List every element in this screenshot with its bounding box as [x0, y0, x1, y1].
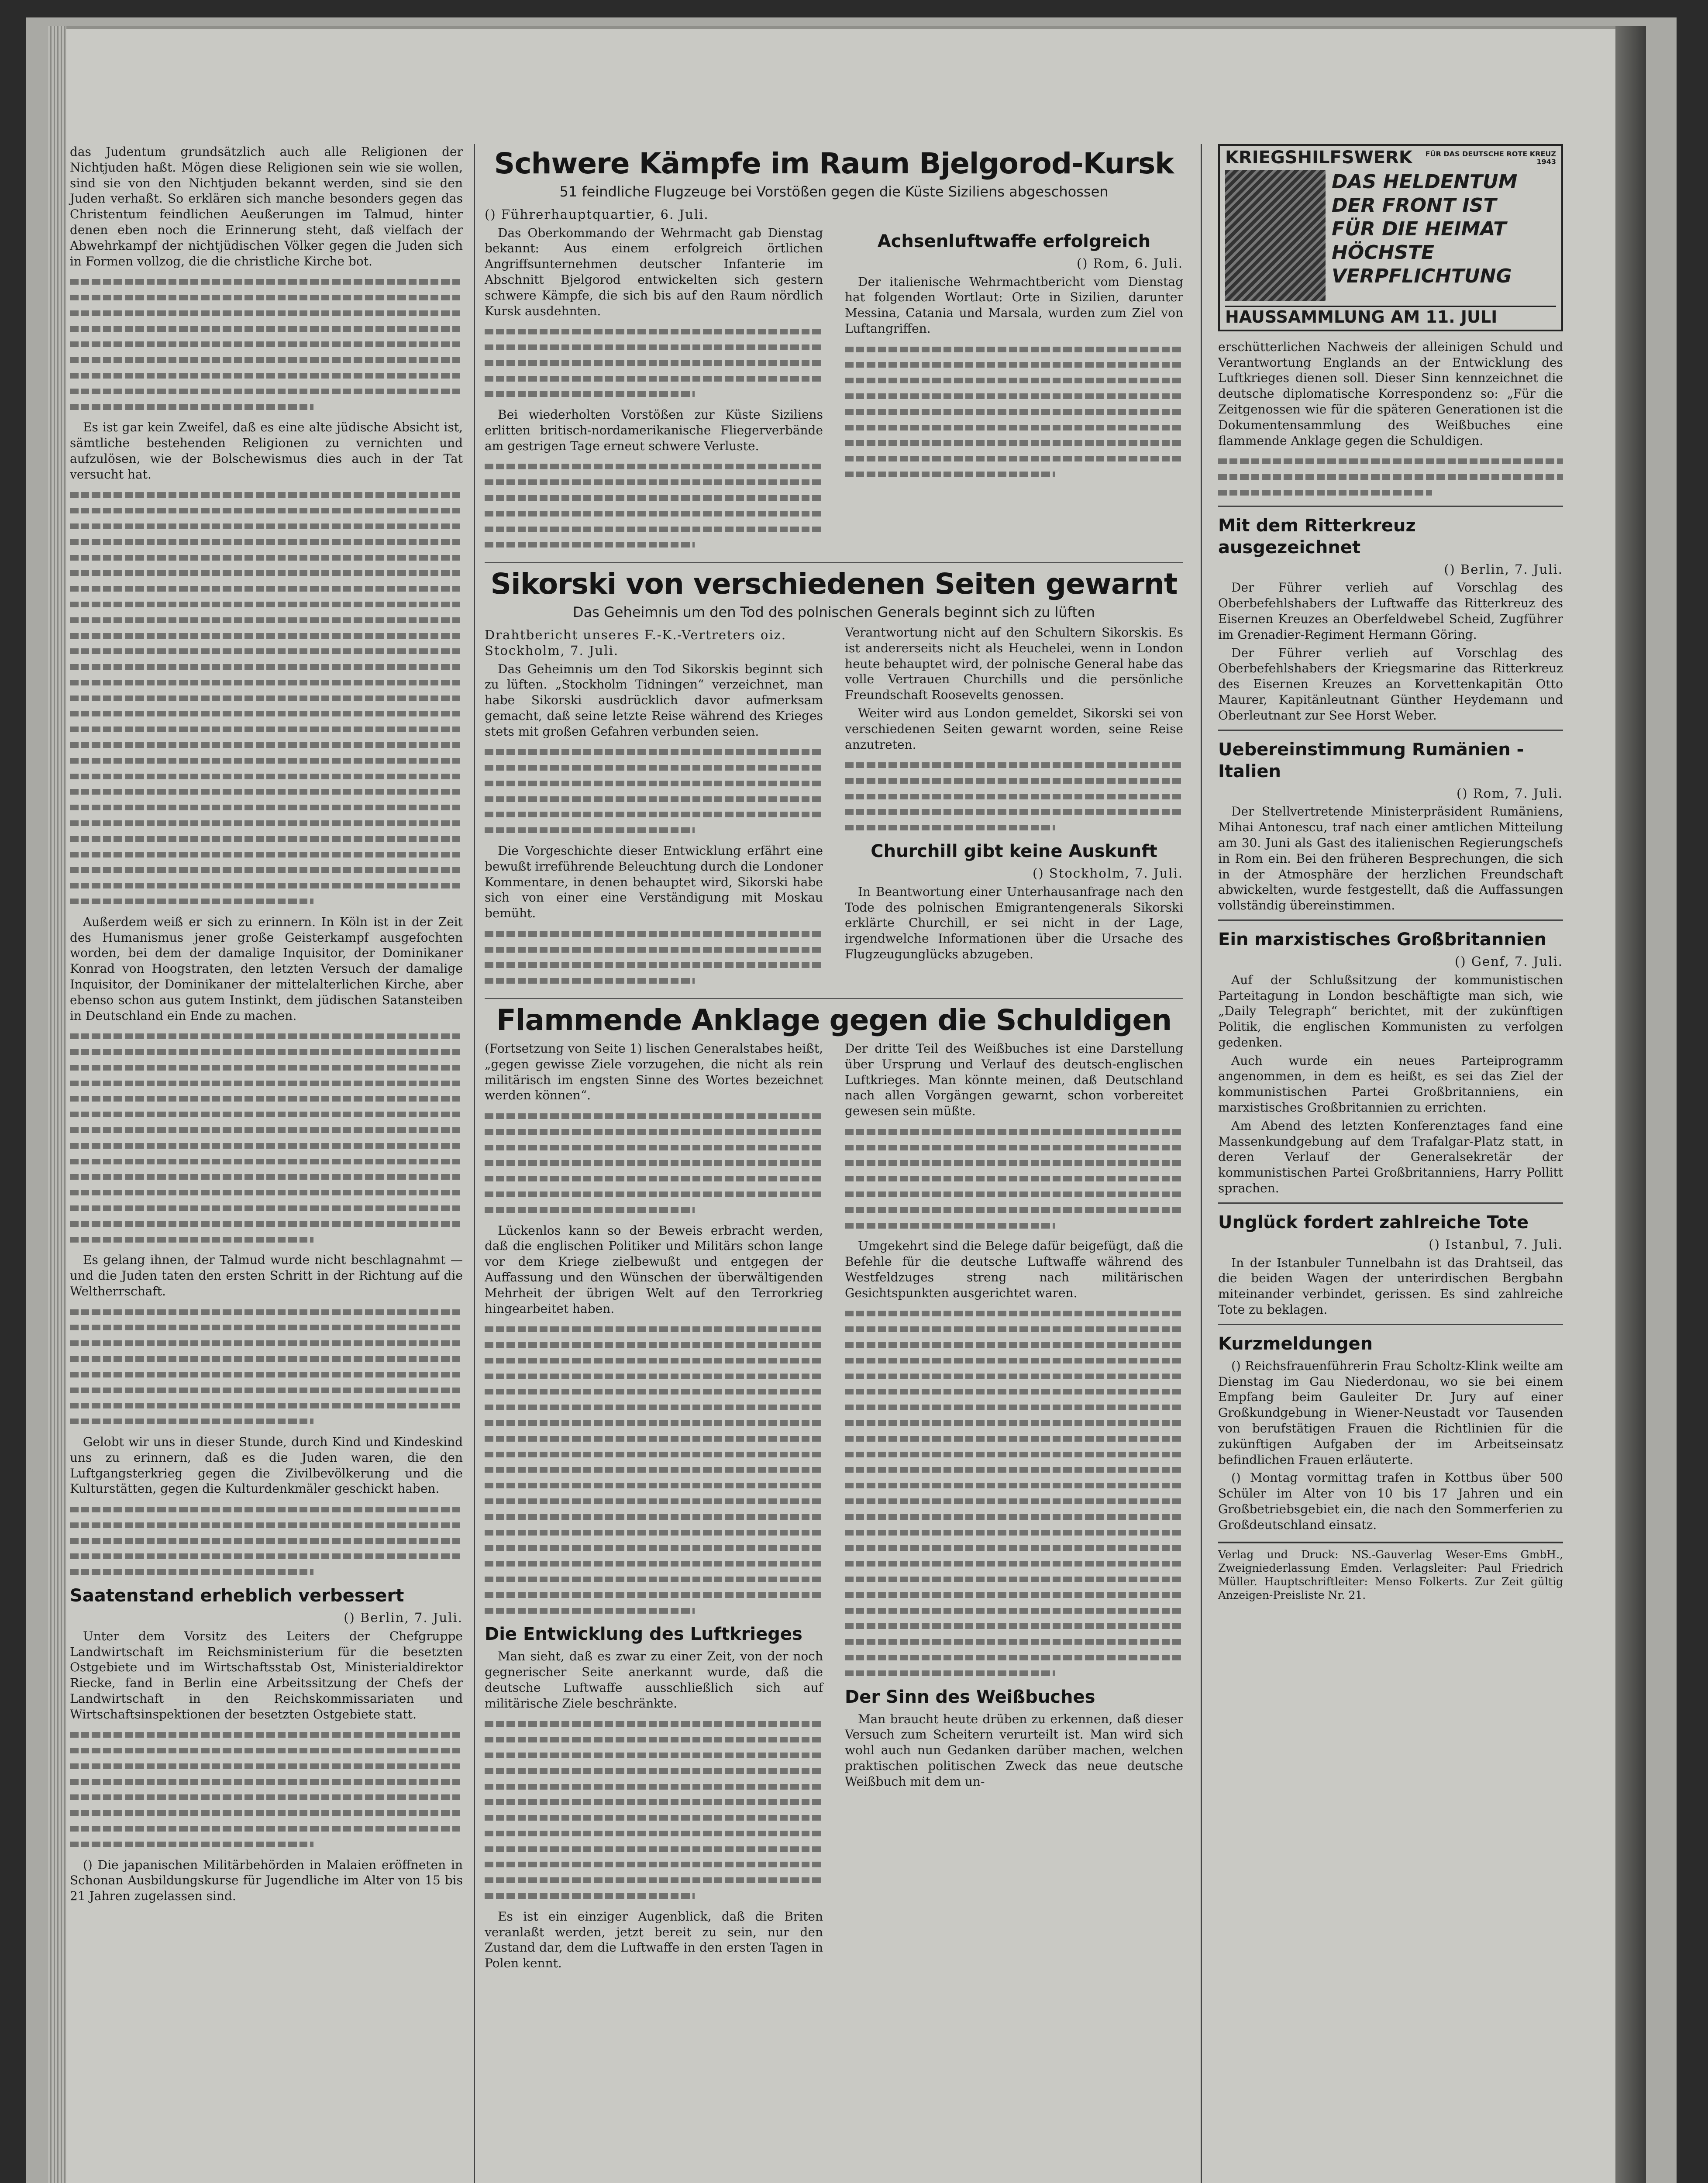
ad-body [1225, 170, 1556, 301]
ad-header [1225, 150, 1556, 166]
text-lines [485, 749, 823, 833]
headline-saatenstand: Saatenstand erheblich verbessert [70, 1585, 404, 1606]
column-center [485, 144, 1183, 1974]
text-lines [485, 931, 823, 984]
text-lines [1218, 458, 1563, 496]
column-left [70, 144, 463, 1907]
column-right [1218, 144, 1563, 1602]
column-rule-2 [1201, 144, 1202, 2183]
article-text: Die Vorgeschichte dieser Entwicklung erfährt eine bewußt irreführende Beleuchtung durch die Londoner Kommentare, in denen behauptet wird, Sikorski habe sich von einer eine Verständigung mit Moskau bemüht. [485, 844, 823, 921]
article-text: Unter dem Vorsitz des Leiters der Chefgruppe Landwirtschaft im Reichsministerium für die besetzten Ostgebiete und im Wirtschaftsstab Ost, Ministerialdirektor Riecke, fand in Berlin eine Arbeitssitzung der Chefs der Landwirtschaft in den Reichskommissariaten und Wirtschaftsinspektionen der besetzten Ostgebiete statt. [70, 1629, 463, 1722]
article-text: Lückenlos kann so der Beweis erbracht werden, daß die englischen Politiker und Militärs schon lange vor dem Kriege zielbewußt und entgegen der Auffassung und den Wünschen der überwältigenden Mehrheit der übrigen Welt auf den Terrorkrieg hingearbeitet haben. [485, 1223, 823, 1316]
dateline: Drahtbericht unseres F.-K.-Vertreters oiz. Stockholm, 7. Juli. [485, 627, 787, 658]
headline-churchill: Churchill gibt keine Auskunft [871, 841, 1157, 862]
article-text: Es ist ein einziger Augenblick, daß die Briten veranlaßt werden, jetzt bereit zu sein, nur den Zustand dar, dem die Luftwaffe in den ersten Tagen in Polen kennt. [485, 1909, 823, 1971]
main-article [485, 204, 1183, 558]
text-lines [845, 762, 1183, 830]
flag-illustration-icon [1225, 170, 1326, 301]
subheadline-sikorski: Das Geheimnis um den Tod des polnischen Generals beginnt sich zu lüften [572, 604, 1095, 621]
kriegshilfswerk-ad [1218, 144, 1563, 331]
text-lines [485, 329, 823, 397]
text-lines [485, 464, 823, 547]
text-lines [485, 1721, 823, 1899]
dateline: () Berlin, 7. Juli. [344, 1610, 463, 1625]
article-text: Es ist gar kein Zweifel, daß es eine alte jüdische Absicht ist, sämtliche bestehenden Religionen zu vernichten und aufzulösen, wie der Bolschewismus dies auch in der Tat versucht hat. [70, 420, 463, 482]
text-lines [70, 1309, 463, 1425]
headline-sinn: Der Sinn des Weißbuches [845, 1687, 1095, 1707]
article-text: () Die japanischen Militärbehörden in Malaien eröffneten in Schonan Ausbildungskurse für Jugendliche im Alter von 15 bis 21 Jahren zugelassen sind. [70, 1857, 463, 1904]
ad-slogan: DAS HELDENTUM DER FRONT IST FÜR DIE HEIMAT HÖCHSTE VERPFLICHTUNG [1332, 171, 1518, 287]
article-text: In Beantwortung einer Unterhausanfrage nach den Tode des polnischen Emigrantengenerals Sikorski erklärte Churchill, er sei nicht in der Lage, irgendwelche Informationen über die Ursache des Flugzeugunglücks abzugeben. [845, 884, 1183, 962]
article-text: Der dritte Teil des Weißbuches ist eine Darstellung über Ursprung und Verlauf des deutsch-englischen Luftkrieges. Man könnte meinen, daß Deutschland nach allen Vorgängen gewarnt, schon vorbereitet gewesen sein müßte. [845, 1041, 1183, 1119]
dateline: () Rom, 7. Juli. [1456, 785, 1563, 801]
article-text: Außerdem weiß er sich zu erinnern. In Köln ist in der Zeit des Humanismus jener große Geisterkampf ausgefochten worden, bei dem der damalige Inquisitor, der Dominikaner Konrad von Hoogstraten, den letzten Versuch der damalige Inquisitor, der Dominikaner der mittelalterlichen Kirche, aber ebenso schon aus gutem Instinkt, dem jüdischen Satansteiben in Deutschland ein Ende zu machen. [70, 914, 463, 1023]
headline-achsen: Achsenluftwaffe erfolgreich [877, 231, 1151, 251]
article-text: Gelobt wir uns in dieser Stunde, durch Kind und Kindeskind uns zu erinnern, daß es die Juden waren, die den Luftgangsterkrieg gegen die Zivilbevölkerung und die Kulturstätten, gegen die Kulturdenkmäler geschickt haben. [70, 1434, 463, 1496]
article-text: Weiter wird aus London gemeldet, Sikorski sei von verschiedenen Seiten gewarnt worden, seine Reise anzutreten. [845, 706, 1183, 752]
headline-kurzmeldungen: Kurzmeldungen [1218, 1333, 1373, 1354]
article-text: Es gelang ihnen, der Talmud wurde nicht beschlagnahmt — und die Juden taten den ersten Schritt in der Richtung auf die Weltherrschaft. [70, 1253, 463, 1298]
headline-marxistisch: Ein marxistisches Großbritannien [1218, 929, 1547, 950]
article-text: Man sieht, daß es zwar zu einer Zeit, von der noch gegnerischer Seite anerkannt wurde, daß die deutsche Luftwaffe ausschließlich sich auf militärische Ziele beschränkte. [485, 1649, 823, 1711]
text-lines [70, 1033, 463, 1242]
ad-bottom-line: HAUSSAMMLUNG AM 11. JULI [1225, 306, 1556, 325]
text-lines [485, 1113, 823, 1213]
headline-unglueck: Unglück fordert zahlreiche Tote [1218, 1212, 1529, 1233]
article-text: Auch wurde ein neues Parteiprogramm angenommen, in dem es heißt, es sei das Ziel der kommunistischen Partei Großbritanniens, ein marxistisches Großbritannien zu errichten. [1218, 1053, 1563, 1115]
article-text: Umgekehrt sind die Belege dafür beigefügt, daß die Befehle für die deutsche Luftwaffe während des Westfeldzuges streng nach militärischen Gesichtspunkten ausgerichtet waren. [845, 1239, 1183, 1300]
imprint: Verlag und Druck: NS.-Gauverlag Weser-Ems GmbH., Zweigniederlassung Emden. Verlagsleiter: Paul Friedrich Müller. Hauptschriftleiter: Menso Folkerts. Zur Zeit gültig Anzeigen-Preisliste Nr. 21. [1218, 1542, 1563, 1602]
article-text: Der Führer verlieh auf Vorschlag des Oberbefehlshabers der Luftwaffe das Ritterkreuz des Eisernen Kreuzes an Oberfeldwebel Scheid, Zugführer im Grenadier-Regiment Hermann Göring. [1218, 580, 1563, 642]
sikorski-article [485, 625, 1183, 994]
dateline: () Führerhauptquartier, 6. Juli. [485, 207, 709, 222]
article-text: Auf der Schlußsitzung der kommunistischen Parteitagung in London beschäftigte man sich, wie „Daily Telegraph“ berichtet, mit der zukünftigen Politik, die englischen Kommunisten zu verfolgen gedenken. [1218, 972, 1563, 1050]
anklage-article [485, 1041, 1183, 1974]
text-lines [70, 279, 463, 410]
article-text: erschütterlichen Nachweis der alleinigen Schuld und Verantwortung Englands an der Entwicklung des Luftkrieges dienen soll. Dieser Sinn kennzeichnet die deutsche diplomatische Korrespondenz so: „Für die Zeitgenossen wie für die späteren Generationen ist die Dokumentensammlung des Weißbuches eine flammende Anklage gegen die Schuldigen. [1218, 339, 1563, 448]
dateline: () Istanbul, 7. Juli. [1429, 1236, 1563, 1252]
dateline: () Berlin, 7. Juli. [1444, 561, 1563, 577]
article-text: Das Oberkommando der Wehrmacht gab Dienstag bekannt: Aus einem erfolgreich örtlichen Angriffsunternehmen deutscher Infanterie im Abschnitt Bjelgorod entwickelten sich gestern schwere Kämpfe, die sich bis auf den Raum nördlich Kursk ausdehnten. [485, 225, 823, 318]
subheadline-main: 51 feindliche Flugzeuge bei Vorstößen gegen die Küste Siziliens abgeschossen [559, 183, 1109, 200]
text-lines [70, 492, 463, 904]
headline-entwicklung: Die Entwicklung des Luftkrieges [485, 1624, 802, 1645]
article-text: Am Abend des letzten Konferenztages fand eine Massenkundgebung auf dem Trafalgar-Platz statt, in deren Verlauf der Generalsekretär der kommunistischen Partei Großbritanniens, Harry Pollitt sprachen. [1218, 1118, 1563, 1196]
text-lines [845, 347, 1183, 477]
headline-uebereinstimmung: Uebereinstimmung Rumänien - Italien [1218, 739, 1524, 782]
headline-ritterkreuz: Mit dem Ritterkreuz ausgezeichnet [1218, 515, 1416, 558]
text-lines [70, 1507, 463, 1575]
headline-anklage: Flammende Anklage gegen die Schuldigen [496, 1003, 1172, 1037]
text-lines [845, 1311, 1183, 1676]
divider [485, 998, 1183, 999]
ad-brand: KRIEGSHILFSWERK [1225, 148, 1412, 168]
article-text: Man braucht heute drüben zu erkennen, daß dieser Versuch zum Scheitern verurteilt ist. Man wird sich wohl auch nun Gedanken darüber machen, welchen praktischen politischen Zweck das neue deutsche Weißbuch mit dem un- [845, 1711, 1183, 1789]
article-text: das Judentum grundsätzlich auch alle Religionen der Nichtjuden haßt. Mögen diese Religionen sein wie sie wollen, sind sie von den Nichtjuden bekannt werden, sind sie den Juden verhaßt. So erklären sich manche besonders gegen das Christentum feindlichen Aeußerungen im Talmud, hinter denen eben noch die Erinnerung steht, daß vielfach der Abwehrkampf der nichtjüdischen Völker gegen die Juden sich in Formen vollzog, die die christliche Kirche bot. [70, 145, 463, 269]
headline-sikorski: Sikorski von verschiedenen Seiten gewarnt [490, 567, 1178, 601]
article-text: Der Stellvertretende Ministerpräsident Rumäniens, Mihai Antonescu, traf nach einer amtlichen Mitteilung am 30. Juni als Gast des italienischen Regierungschefs in Rom ein. Bei den früheren Besprechungen, die sich in der Atmosphäre der herzlichen Freundschaft abwickelten, wurde festgestellt, daß die Auffassungen vollständig übereinstimmen. [1218, 804, 1563, 913]
article-text: Das Geheimnis um den Tod Sikorskis beginnt sich zu lüften. „Stockholm Tidningen“ verzeichnet, man habe Sikorski ausdrücklich davor aufmerksam gemacht, daß seine letzte Reise während des Krieges stets mit großen Gefahren verbunden seien. [485, 661, 823, 739]
divider [485, 562, 1183, 563]
article-text: In der Istanbuler Tunnelbahn ist das Drahtseil, das die beiden Wagen der unterirdischen Bergbahn miteinander verbindet, gerissen. Es sind zahlreiche Tote zu beklagen. [1218, 1255, 1563, 1317]
headline-main: Schwere Kämpfe im Raum Bjelgorod-Kursk [494, 147, 1174, 180]
text-lines [485, 1326, 823, 1613]
article-text: () Reichsfrauenführerin Frau Scholtz-Klink weilte am Dienstag im Gau Niederdonau, wo sie bei einem Empfang beim Gauleiter Dr. Jury auf einer Großkundgebung in Wiener-Neustadt vor Tausenden von berufstätigen Frauen die Richtlinien für die zukünftigen Aufgaben der im Arbeitseinsatz befindlichen Frauen erläuterte. [1218, 1358, 1563, 1467]
text-lines [70, 1732, 463, 1847]
article-text: Der italienische Wehrmachtbericht vom Dienstag hat folgenden Wortlaut: Orte in Sizilien, darunter Messina, Catania und Marsala, wurden zum Ziel von Luftangriffen. [845, 274, 1183, 336]
ad-brand-note: FÜR DAS DEUTSCHE ROTE KREUZ 1943 [1425, 150, 1556, 166]
binding-spine [1615, 26, 1646, 2183]
dateline: () Rom, 6. Juli. [1076, 255, 1183, 271]
dateline: () Genf, 7. Juli. [1455, 954, 1563, 969]
dateline: () Stockholm, 7. Juli. [1033, 866, 1183, 881]
article-text: (Fortsetzung von Seite 1) lischen Generalstabes heißt, „gegen gewisse Ziele vorzugehen, die nicht als rein militärisch im engsten Sinne des Wortes bezeichnet werden können“. [485, 1041, 823, 1103]
text-lines [845, 1129, 1183, 1229]
page-stack-edges [48, 26, 66, 2183]
article-text: Bei wiederholten Vorstößen zur Küste Siziliens erlitten britisch-nordamerikanische Fliegerverbände am gestrigen Tage erneut schwere Verluste. [485, 407, 823, 453]
column-rule-1 [474, 144, 475, 2183]
article-text: Der Führer verlieh auf Vorschlag des Oberbefehlshabers der Kriegsmarine das Ritterkreuz des Eisernen Kreuzes an Korvettenkapitän Otto Maurer, Kapitänleutnant Günther Heydemann und Oberleutnant zur See Horst Weber. [1218, 645, 1563, 723]
article-text: () Montag vormittag trafen in Kottbus über 500 Schüler im Alter von 10 bis 17 Jahren und ein Großbetriebsgebiet ein, die nach den Sommerferien zu Großdeutschland einsatz. [1218, 1470, 1563, 1532]
article-text: Verantwortung nicht auf den Schultern Sikorskis. Es ist andererseits nicht als Heuchelei, wenn in London heute behauptet wird, der polnische General habe das volle Vertrauen Churchills und die persönliche Freundschaft Roosevelts genossen. [845, 625, 1183, 702]
